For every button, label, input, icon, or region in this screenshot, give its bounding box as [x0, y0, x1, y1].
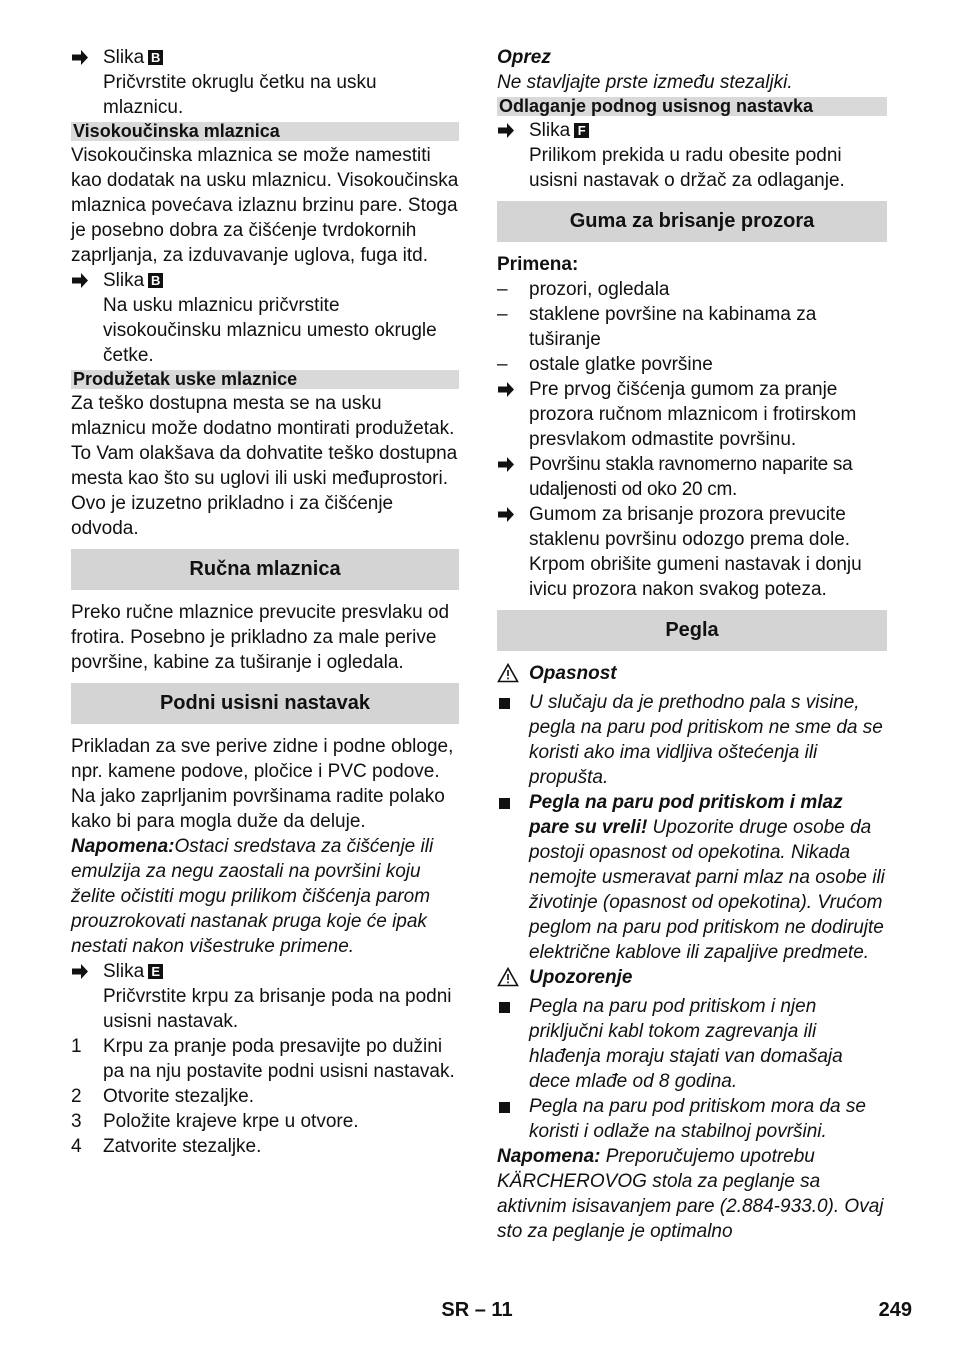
figure-label: Slika — [103, 961, 145, 982]
footer-page-number: 249 — [878, 1299, 912, 1321]
square-bullet — [497, 1094, 529, 1144]
dash-bullet: – — [497, 279, 508, 300]
warning-item — [497, 994, 887, 1094]
caution-label: Oprez — [497, 47, 551, 68]
danger-heading — [497, 661, 887, 690]
step-number: 2 — [71, 1086, 82, 1107]
paragraph-visokoucinska: Visokoučinska mlaznica se može namestiti kao dodatak na usku mlaznicu. Visokoučinska mlaznica povećava izlaznu brzinu pare. Stoga je posebno dobra za čišćenje tvrdokornih zaprljanja, za izduvavanje uglova, fuga itd. — [71, 145, 459, 266]
arrow-right-icon — [71, 959, 103, 1034]
dash-list-item — [497, 277, 887, 302]
instruction-fig-e — [71, 959, 459, 1034]
paragraph-podni: Prikladan za sve perive zidne i podne obloge, npr. kamene podove, pločice i PVC podove. Na jako zaprljanim površinama radite polako kako bi para mogla duže da deluje. — [71, 736, 454, 832]
section-rucna-mlaznica: Ručna mlaznica — [71, 549, 459, 590]
left-column — [71, 45, 459, 1159]
warning-item — [497, 1094, 887, 1144]
step-item — [71, 1034, 459, 1084]
instruction-fig-b-1 — [71, 45, 459, 120]
arrow-right-icon — [497, 377, 529, 452]
warning-heading — [497, 965, 887, 994]
paragraph-rucna: Preko ručne mlaznice prevucite presvlaku od frotira. Posebno je prikladno za male perive površine, kabine za tuširanje i ogledala. — [71, 602, 450, 673]
square-bullet — [497, 790, 529, 965]
step-text: Otvorite stezaljke. — [103, 1086, 254, 1107]
figure-letter-badge: F — [574, 123, 589, 138]
step-item — [71, 1109, 459, 1134]
warning-triangle-icon — [497, 965, 529, 994]
step-number: 3 — [71, 1111, 82, 1132]
arrow-right-icon — [497, 502, 529, 602]
danger-item-text: U slučaju da je prethodno pala s visine, pegla na paru pod pritiskom ne sme da se koristi ako ima vidljiva oštećenja ili propušta. — [529, 692, 883, 788]
warning-item-text: Pegla na paru pod pritiskom mora da se koristi i odlaže na stabilnoj površini. — [529, 1096, 866, 1142]
warning-triangle-icon — [497, 661, 529, 690]
step-item — [71, 1134, 459, 1159]
step-text: Zatvorite stezaljke. — [103, 1136, 262, 1157]
note-text: Preporučujemo upotrebu KÄRCHEROVOG stola za peglanje sa aktivnim isisavanjem pare (2.884-933.0). Ovaj sto za peglanje je optimalno — [497, 1146, 884, 1242]
figure-letter-badge: B — [148, 50, 163, 65]
note-text: Ostaci sredstava za čišćenje ili emulzija za negu zaostali na površini koju želite očistiti mogu prilikom čišćenja parom prouzrokovati nastanak pruga koje će ipak nestati nakon višestruke primene. — [71, 836, 434, 957]
paragraph-produzetak: Za teško dostupna mesta se na usku mlaznicu može dodatno montirati produžetak. To Vam olakšava da dohvatite teško dostupna mesta kao što su uglovi ili uski međuprostori. Ovo je izuzetno prikladno i za čišćenje odvoda. — [71, 393, 458, 539]
note-napomena-2 — [497, 1144, 887, 1244]
warning-label: Upozorenje — [529, 967, 633, 988]
instruction-text: Prilikom prekida u radu obesite podni usisni nastavak o držač za odlaganje. — [529, 145, 845, 191]
step-item — [71, 1084, 459, 1109]
danger-item-emphasis: Pegla na paru pod pritiskom i mlaz pare su vreli! — [529, 792, 843, 838]
step-text: Krpu za pranje poda presavijte po dužini pa na nju postavite podni usisni nastavak. — [103, 1036, 455, 1082]
square-bullet — [497, 994, 529, 1094]
instruction-text: Pričvrstite krpu za brisanje poda na podni usisni nastavak. — [103, 986, 452, 1032]
dash-bullet: – — [497, 304, 508, 325]
figure-letter-badge: E — [148, 964, 163, 979]
note-label: Napomena: — [497, 1146, 601, 1167]
arrow-step-text: Gumom za brisanje prozora prevucite staklenu površinu odozgo prema dole. Krpom obrišite gumeni nastavak i donju ivicu prozora nakon svakog poteza. — [529, 504, 862, 600]
figure-label: Slika — [529, 120, 571, 141]
arrow-right-icon — [71, 268, 103, 368]
step-number: 4 — [71, 1136, 82, 1157]
footer-section-label: SR – 11 — [441, 1299, 513, 1321]
arrow-step — [497, 452, 887, 502]
instruction-text: Na usku mlaznicu pričvrstite visokoučinsku mlaznicu umesto okrugle četke. — [103, 295, 437, 366]
section-guma-za-brisanje: Guma za brisanje prozora — [497, 201, 887, 242]
section-pegla: Pegla — [497, 610, 887, 651]
figure-label: Slika — [103, 47, 145, 68]
dash-bullet: – — [497, 354, 508, 375]
arrow-step — [497, 502, 887, 602]
instruction-text: Pričvrstite okruglu četku na usku mlaznicu. — [103, 72, 377, 118]
arrow-right-icon — [497, 118, 529, 193]
caution-text: Ne stavljajte prste između stezaljki. — [497, 72, 793, 93]
heading-visokoucinska-mlaznica: Visokoučinska mlaznica — [71, 122, 459, 141]
heading-produzetak: Produžetak uske mlaznice — [71, 370, 459, 389]
warning-item-text: Pegla na paru pod pritiskom i njen priključni kabl tokom zagrevanja ili hlađenja moraju stajati van domašaja dece mlađe od 8 godina. — [529, 996, 843, 1092]
dash-item-text: staklene površine na kabinama za tuširanje — [529, 304, 817, 350]
dash-item-text: prozori, ogledala — [529, 279, 670, 300]
step-text: Položite krajeve krpe u otvore. — [103, 1111, 359, 1132]
danger-item — [497, 790, 887, 965]
arrow-step-text: Pre prvog čišćenja gumom za pranje prozora ručnom mlaznicom i frotirskom presvlakom odmastite površinu. — [529, 379, 857, 450]
danger-label: Opasnost — [529, 663, 617, 684]
arrow-right-icon — [497, 452, 529, 502]
heading-odlaganje: Odlaganje podnog usisnog nastavka — [497, 97, 887, 116]
section-podni-usisni-nastavak: Podni usisni nastavak — [71, 683, 459, 724]
danger-item-text: Upozorite druge osobe da postoji opasnost od opekotina. Nikada nemojte usmeravat parni mlaz na osobe ili životinje (opasnost od opekotina). Vrućom peglom na paru pod pritiskom ne dodirujte električne kablove ili zapaljive predmete. — [529, 817, 885, 963]
note-napomena — [71, 834, 459, 959]
figure-label: Slika — [103, 270, 145, 291]
instruction-fig-f — [497, 118, 887, 193]
figure-letter-badge: B — [148, 273, 163, 288]
arrow-step-text: Površinu stakla ravnomerno naparite sa udaljenosti od oko 20 cm. — [529, 454, 853, 500]
dash-list-item — [497, 302, 887, 352]
dash-item-text: ostale glatke površine — [529, 354, 713, 375]
right-column — [497, 45, 887, 1244]
step-number: 1 — [71, 1036, 82, 1057]
square-bullet — [497, 690, 529, 790]
instruction-fig-b-2 — [71, 268, 459, 368]
dash-list-item — [497, 352, 887, 377]
usage-label: Primena: — [497, 254, 579, 275]
note-label: Napomena: — [71, 836, 175, 857]
danger-item — [497, 690, 887, 790]
arrow-right-icon — [71, 45, 103, 120]
arrow-step — [497, 377, 887, 452]
